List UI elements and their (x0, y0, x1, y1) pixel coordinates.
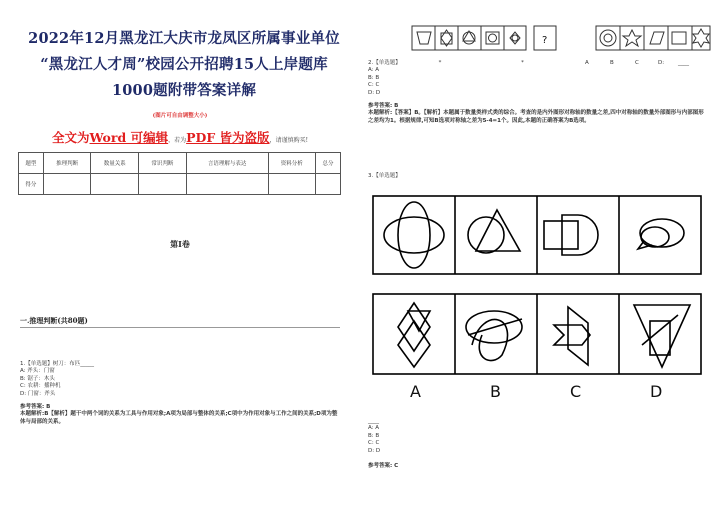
question-3-stem: 3.【单选题】 (368, 173, 401, 179)
score-cell (91, 174, 139, 195)
inverted-triangle-shape (634, 305, 690, 367)
option-d: D: 门窗：斧头 (20, 390, 56, 397)
promo-part1: 全文为 (52, 130, 90, 145)
score-table (18, 152, 341, 195)
option-c: C: C (368, 440, 380, 447)
score-cell (139, 174, 187, 195)
score-table-row (19, 174, 341, 195)
score-header-cell: 数量关系 (91, 153, 139, 174)
option-a: A: 斧头：门窗 (20, 368, 55, 375)
option-d: D: D (368, 447, 381, 454)
doc-title-line-2: “黑龙江人才周”校园公开招聘15人上岸题库 (40, 56, 328, 73)
option-c: C: 农耕：播种机 (20, 383, 61, 390)
doc-title-line-1: 2022年12月黑龙江大庆市龙凤区所属事业单位 (28, 30, 340, 47)
option-b: B: 锯子：木头 (20, 375, 55, 382)
answer-label: 参考答案: C (368, 463, 399, 470)
q2-mark-c: C (635, 60, 639, 66)
promo-word-keyword: Word 可编辑 (89, 130, 169, 145)
triangle-shape (476, 210, 520, 251)
promo-tail: ，请谨慎购买! (269, 137, 308, 144)
q3-figures-svg (372, 195, 712, 375)
score-header-cell: 题型 (19, 153, 44, 174)
question-1-stem: 1.【单选题】树刀：布匹_____ (20, 361, 94, 367)
score-header-cell: 推理判断 (43, 153, 91, 174)
answer-explanation: 本题解析:B【解析】题干中两个词的关系为工具与作用对象;A项为局部与整体的关系;C项中为作用对象与工作之间的关系;D项为整体与局部的关系。 (20, 411, 338, 425)
q3-blank: ____ (368, 418, 379, 424)
rect-shape (544, 221, 578, 249)
answer-label: 参考答案: B (368, 103, 399, 110)
option-b: B: B (368, 432, 380, 439)
score-cell (43, 174, 91, 195)
promo-pdf-keyword: PDF 皆为盗版 (186, 130, 270, 145)
label-a: A (410, 382, 421, 401)
section-divider (20, 327, 340, 328)
trapezoid-shape (417, 32, 431, 44)
option-a: A: A (368, 425, 380, 432)
score-table-header-row (19, 153, 341, 174)
q2-mark-b: B (610, 60, 614, 66)
answer-label: 参考答案: B (20, 404, 51, 411)
score-cell (186, 174, 268, 195)
option-d: D: D (368, 89, 381, 96)
label-d: D (650, 382, 663, 401)
q2-blank: ____ (678, 60, 689, 66)
score-header-cell: 常识判断 (139, 153, 187, 174)
volume-label: 第I卷 (170, 239, 190, 249)
q2-mark-d: D: (658, 60, 665, 66)
option-c: C: C (368, 82, 380, 89)
q2-stem-row (368, 60, 708, 67)
doc-title-line-3: 1000题附带答案详解 (111, 82, 257, 99)
answer-explanation: 本题解析:【答案】B。【解析】本题属于数量类样式类的综合。考查的是内外图形对称轴的数量之差,四中对称轴的数量外部图形与内部图形之差均为1。根据规律,可知B选项对称轴之差为5-4=1个。因此,本题的正确答案为B选项。 (368, 110, 704, 124)
score-header-cell: 言语理解与表达 (186, 153, 268, 174)
question-3-answers (368, 418, 708, 470)
question-1 (20, 361, 340, 426)
section-heading: 一.推理判断(共80题) (20, 316, 88, 325)
q2-mark-a: A (585, 60, 589, 66)
label-c: C (570, 382, 582, 401)
score-cell (268, 174, 316, 195)
resize-note: (图片可自由调整大小) (152, 113, 208, 119)
right-page (360, 0, 720, 508)
label-b: B (490, 382, 501, 401)
score-header-cell: 总分 (316, 153, 341, 174)
option-a: A: A (368, 67, 380, 74)
question-2-stem: 2.【单选题】 (368, 60, 401, 66)
q2-figure-strip (410, 24, 720, 58)
vertical-ellipse (398, 202, 430, 268)
promo-sep: ，若为 (168, 137, 187, 144)
q2-figures-svg (410, 24, 720, 54)
question-2 (368, 60, 708, 125)
flag-arrow-shape (554, 325, 590, 345)
q2-mark: * (521, 60, 524, 66)
promo-line (0, 128, 360, 146)
score-header-cell: 资料分析 (268, 153, 316, 174)
circle-shape (468, 217, 504, 253)
q2-mark: * (438, 60, 442, 66)
score-row-label: 得分 (19, 174, 44, 195)
score-cell (316, 174, 341, 195)
horizontal-ellipse (384, 217, 444, 253)
question-mark: ? (542, 35, 548, 46)
option-b: B: B (368, 74, 380, 81)
speech-bubble-shape (640, 219, 684, 247)
